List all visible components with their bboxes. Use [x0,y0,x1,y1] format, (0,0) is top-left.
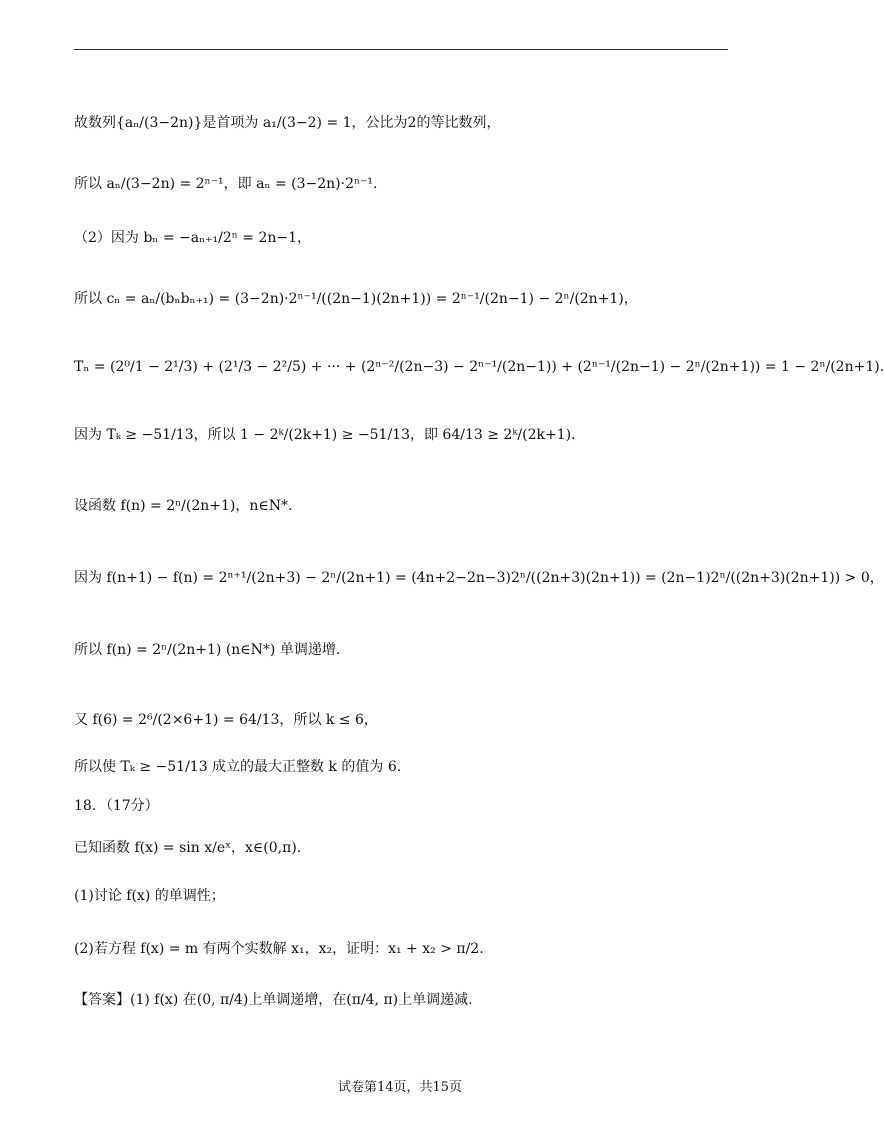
text-line: 所以 cₙ = aₙ/(bₙbₙ₊₁) = (3−2n)·2ⁿ⁻¹/((2n−1)(2n+1)) = 2ⁿ⁻¹/(2n−1) − 2ⁿ/(2n+1)， [74,291,638,307]
text-line: (2)若方程 f(x) = m 有两个实数解 x₁，x₂，证明：x₁ + x₂ > π/2. [74,941,484,957]
text-line: 设函数 f(n) = 2ⁿ/(2n+1)，n∈N*. [74,498,293,514]
text-line: 因为 Tₖ ≥ −51/13，所以 1 − 2ᵏ/(2k+1) ≥ −51/13，即 64/13 ≥ 2ᵏ/(2k+1). [74,427,576,443]
text-line: 因为 f(n+1) − f(n) = 2ⁿ⁺¹/(2n+3) − 2ⁿ/(2n+1) = (4n+2−2n−3)2ⁿ/((2n+3)(2n+1)) = (2n−1)2ⁿ/((2n+3)(2n+1)) > 0， [74,570,884,586]
text-line: (1)讨论 f(x) 的单调性； [74,888,225,904]
text-line: Tₙ = (2⁰/1 − 2¹/3) + (2¹/3 − 2²/5) + ··· + (2ⁿ⁻²/(2n−3) − 2ⁿ⁻¹/(2n−1)) + (2ⁿ⁻¹/(2n−1) − 2ⁿ/(2n+1)) = 1 − 2ⁿ/(2n+1). [74,359,884,375]
text-line: 所以 aₙ/(3−2n) = 2ⁿ⁻¹，即 aₙ = (3−2n)·2ⁿ⁻¹. [74,176,378,192]
text-line: 所以 f(n) = 2ⁿ/(2n+1) (n∈N*) 单调递增. [74,642,341,658]
text-line: 故数列{aₙ/(3−2n)}是首项为 a₁/(3−2) = 1，公比为2的等比数列， [74,115,501,131]
header-rule [74,49,728,50]
question-number: 18．（17分） [74,798,159,814]
page-footer: 试卷第14页，共15页 [337,1080,463,1095]
text-line: （2）因为 bₙ = −aₙ₊₁/2ⁿ = 2n−1， [74,230,312,246]
answer-line: 【答案】(1) f(x) 在(0, π/4)上单调递增，在(π/4, π)上单调递减. [74,992,473,1008]
text-line: 已知函数 f(x) = sin x/eˣ，x∈(0,π). [74,840,302,856]
text-line: 又 f(6) = 2⁶/(2×6+1) = 64/13，所以 k ≤ 6， [74,712,378,728]
text-line: 所以使 Tₖ ≥ −51/13 成立的最大正整数 k 的值为 6. [74,759,402,775]
